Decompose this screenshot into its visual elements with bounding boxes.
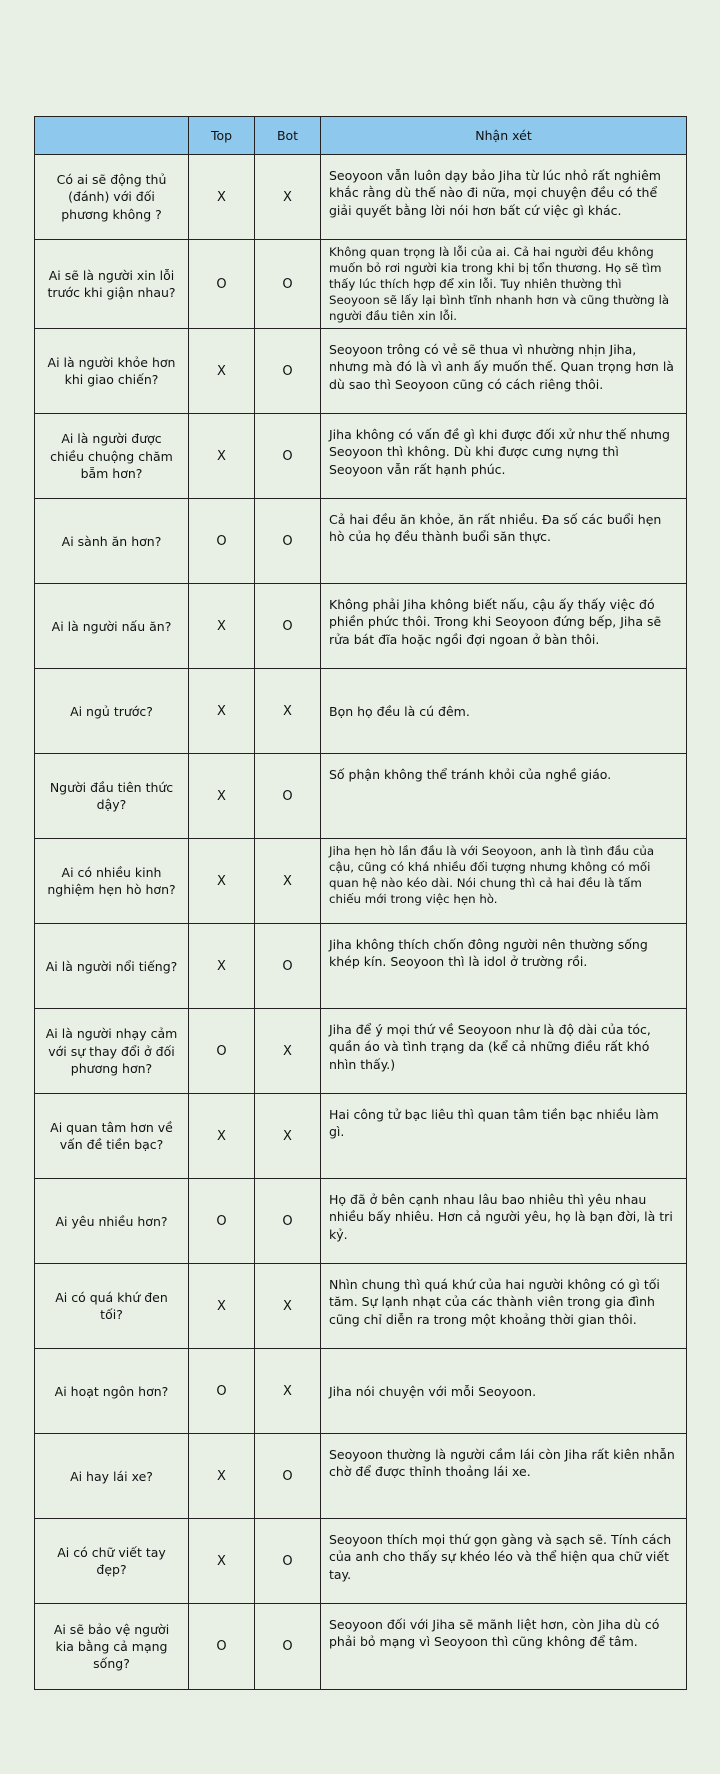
table-row	[35, 1264, 687, 1349]
header-top: Top	[189, 117, 255, 155]
comment-cell: Jiha để ý mọi thứ về Seoyoon như là độ dài của tóc, quần áo và tình trạng da (kể cả những điều rất khó nhìn thấy.)	[321, 1009, 687, 1094]
top-mark: X	[189, 754, 255, 839]
top-mark: X	[189, 414, 255, 499]
question-cell: Ai có chữ viết tay đẹp?	[35, 1519, 189, 1604]
bot-mark: X	[255, 155, 321, 240]
bot-mark: X	[255, 1009, 321, 1094]
bot-mark: O	[255, 499, 321, 584]
bot-mark: O	[255, 1519, 321, 1604]
question-cell: Ai có quá khứ đen tối?	[35, 1264, 189, 1349]
top-mark: X	[189, 924, 255, 1009]
bot-mark: X	[255, 1349, 321, 1434]
comment-cell: Họ đã ở bên cạnh nhau lâu bao nhiêu thì yêu nhau nhiều bấy nhiêu. Hơn cả người yêu, họ là bạn đời, là tri kỷ.	[321, 1179, 687, 1264]
top-mark: X	[189, 329, 255, 414]
question-cell: Ai quan tâm hơn về vấn đề tiền bạc?	[35, 1094, 189, 1179]
table-row	[35, 754, 687, 839]
table-row	[35, 839, 687, 924]
top-mark: X	[189, 669, 255, 754]
comment-cell: Số phận không thể tránh khỏi của nghề giáo.	[321, 754, 687, 839]
bot-mark: O	[255, 414, 321, 499]
top-mark: O	[189, 240, 255, 329]
table-row	[35, 584, 687, 669]
question-cell: Ai là người khỏe hơn khi giao chiến?	[35, 329, 189, 414]
top-mark: O	[189, 1349, 255, 1434]
bot-mark: X	[255, 1264, 321, 1349]
question-cell: Có ai sẽ động thủ (đánh) với đối phương không ?	[35, 155, 189, 240]
table-row	[35, 414, 687, 499]
bot-mark: O	[255, 1434, 321, 1519]
top-mark: O	[189, 1179, 255, 1264]
table-row	[35, 1434, 687, 1519]
bot-mark: O	[255, 924, 321, 1009]
bot-mark: O	[255, 1179, 321, 1264]
table-header-row	[35, 117, 687, 155]
top-mark: X	[189, 1434, 255, 1519]
comment-cell: Seoyoon thích mọi thứ gọn gàng và sạch sẽ. Tính cách của anh cho thấy sự khéo léo và thể hiện qua chữ viết tay.	[321, 1519, 687, 1604]
top-mark: O	[189, 1009, 255, 1094]
bot-mark: O	[255, 240, 321, 329]
comment-cell: Nhìn chung thì quá khứ của hai người không có gì tối tăm. Sự lạnh nhạt của các thành viên trong gia đình cũng chỉ diễn ra trong một khoảng thời gian thôi.	[321, 1264, 687, 1349]
comment-cell: Seoyoon đối với Jiha sẽ mãnh liệt hơn, còn Jiha dù có phải bỏ mạng vì Seoyoon thì cũng không để tâm.	[321, 1604, 687, 1690]
table-row	[35, 240, 687, 329]
question-cell: Ai sẽ là người xin lỗi trước khi giận nhau?	[35, 240, 189, 329]
question-cell: Ai hoạt ngôn hơn?	[35, 1349, 189, 1434]
comment-cell: Hai công tử bạc liêu thì quan tâm tiền bạc nhiều làm gì.	[321, 1094, 687, 1179]
top-mark: X	[189, 155, 255, 240]
table-row	[35, 669, 687, 754]
bot-mark: X	[255, 839, 321, 924]
bot-mark: O	[255, 584, 321, 669]
top-mark: X	[189, 1264, 255, 1349]
question-cell: Ai là người nấu ăn?	[35, 584, 189, 669]
comment-cell: Không phải Jiha không biết nấu, cậu ấy thấy việc đó phiền phức thôi. Trong khi Seoyoon đứng bếp, Jiha sẽ rửa bát đĩa hoặc ngồi đợi ngoan ở bàn thôi.	[321, 584, 687, 669]
bot-mark: O	[255, 329, 321, 414]
table-row	[35, 1604, 687, 1690]
comment-cell: Seoyoon vẫn luôn dạy bảo Jiha từ lúc nhỏ rất nghiêm khắc rằng dù thế nào đi nữa, mọi chuyện đều có thể giải quyết bằng lời nói hơn bất cứ việc gì khác.	[321, 155, 687, 240]
comment-cell: Không quan trọng là lỗi của ai. Cả hai người đều không muốn bỏ rơi người kia trong khi bị tổn thương. Họ sẽ tìm thấy lúc thích hợp để xin lỗi. Tuy nhiên thường thì Seoyoon sẽ lấy lại bình tĩnh nhanh hơn và cũng thường là người đầu tiên xin lỗi.	[321, 240, 687, 329]
comment-cell: Jiha không có vấn đề gì khi được đối xử như thế nhưng Seoyoon thì không. Dù khi được cưng nựng thì Seoyoon vẫn rất hạnh phúc.	[321, 414, 687, 499]
table-row	[35, 329, 687, 414]
top-mark: X	[189, 1094, 255, 1179]
table-row	[35, 1094, 687, 1179]
question-cell: Ai là người nhạy cảm với sự thay đổi ở đối phương hơn?	[35, 1009, 189, 1094]
table-row	[35, 1179, 687, 1264]
header-bot: Bot	[255, 117, 321, 155]
comment-cell: Jiha hẹn hò lần đầu là với Seoyoon, anh là tình đầu của cậu, cũng có khá nhiều đối tượng nhưng không có mối quan hệ nào kéo dài. Nói chung thì cả hai đều là tấm chiếu mới trong việc hẹn hò.	[321, 839, 687, 924]
question-cell: Ai là người được chiều chuộng chăm bẵm hơn?	[35, 414, 189, 499]
table-row	[35, 1009, 687, 1094]
bot-mark: O	[255, 754, 321, 839]
table-row	[35, 1519, 687, 1604]
question-cell: Ai sành ăn hơn?	[35, 499, 189, 584]
top-mark: O	[189, 499, 255, 584]
bot-mark: X	[255, 1094, 321, 1179]
table-row	[35, 924, 687, 1009]
table-row	[35, 499, 687, 584]
comment-cell: Jiha nói chuyện với mỗi Seoyoon.	[321, 1349, 687, 1434]
comment-cell: Jiha không thích chốn đông người nên thường sống khép kín. Seoyoon thì là idol ở trường rồi.	[321, 924, 687, 1009]
top-mark: X	[189, 584, 255, 669]
top-mark: O	[189, 1604, 255, 1690]
comparison-table	[34, 116, 687, 1690]
header-question	[35, 117, 189, 155]
top-mark: X	[189, 1519, 255, 1604]
table-row	[35, 155, 687, 240]
header-comment: Nhận xét	[321, 117, 687, 155]
bot-mark: O	[255, 1604, 321, 1690]
bot-mark: X	[255, 669, 321, 754]
comment-cell: Seoyoon trông có vẻ sẽ thua vì nhường nhịn Jiha, nhưng mà đó là vì anh ấy muốn thế. Quan trọng hơn là dù sao thì Seoyoon cũng có cách riêng thôi.	[321, 329, 687, 414]
question-cell: Ai hay lái xe?	[35, 1434, 189, 1519]
question-cell: Ai là người nổi tiếng?	[35, 924, 189, 1009]
table-row	[35, 1349, 687, 1434]
comment-cell: Bọn họ đều là cú đêm.	[321, 669, 687, 754]
question-cell: Ai sẽ bảo vệ người kia bằng cả mạng sống?	[35, 1604, 189, 1690]
question-cell: Ai có nhiều kinh nghiệm hẹn hò hơn?	[35, 839, 189, 924]
question-cell: Người đầu tiên thức dậy?	[35, 754, 189, 839]
top-mark: X	[189, 839, 255, 924]
question-cell: Ai ngủ trước?	[35, 669, 189, 754]
question-cell: Ai yêu nhiều hơn?	[35, 1179, 189, 1264]
comment-cell: Cả hai đều ăn khỏe, ăn rất nhiều. Đa số các buổi hẹn hò của họ đều thành buổi săn thực.	[321, 499, 687, 584]
comment-cell: Seoyoon thường là người cầm lái còn Jiha rất kiên nhẫn chờ để được thỉnh thoảng lái xe.	[321, 1434, 687, 1519]
